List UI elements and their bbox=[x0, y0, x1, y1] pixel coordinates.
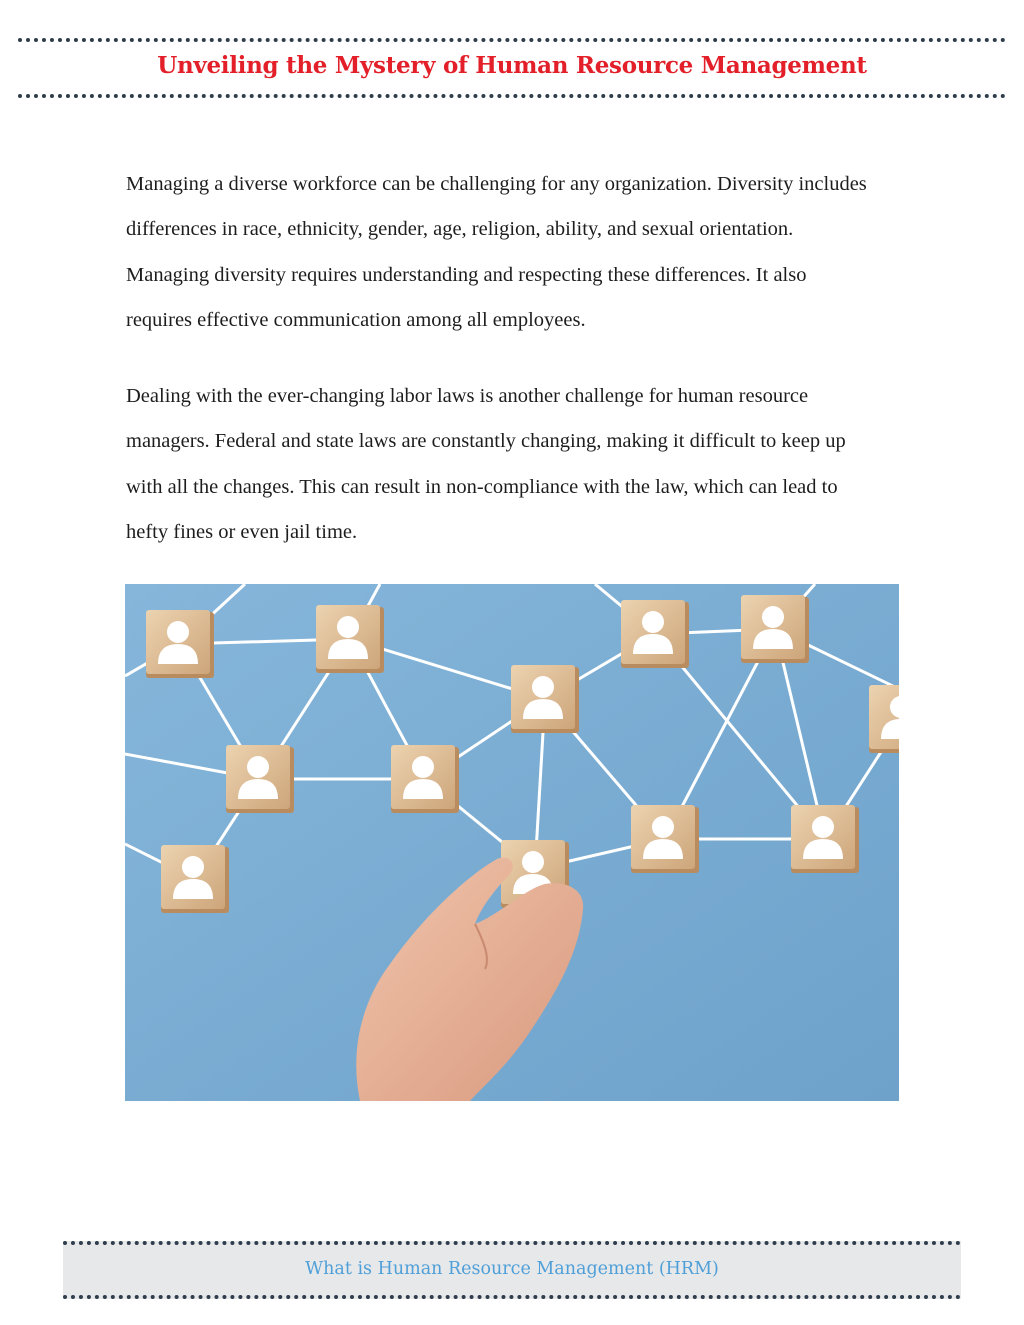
paragraph-line: requires effective communication among all employees. bbox=[126, 308, 586, 331]
paragraph-line: Managing a diverse workforce can be challenging for any organization. Diversity includes bbox=[126, 173, 867, 195]
paragraph-line: hefty fines or even jail time. bbox=[126, 520, 358, 543]
title-dotted-rule bbox=[18, 94, 1006, 98]
paragraph-line: with all the changes. This can result in non-compliance with the law, which can lead to bbox=[126, 475, 838, 498]
top-dotted-rule bbox=[18, 38, 1006, 42]
footer-link[interactable]: What is Human Resource Management (HRM) bbox=[305, 1259, 719, 1279]
paragraph-line: Managing diversity requires understanding and respecting these differences. It also bbox=[126, 263, 807, 286]
footer-dotted-rule-top bbox=[63, 1241, 961, 1245]
network-illustration bbox=[125, 584, 899, 1101]
footer-dotted-rule-bottom bbox=[63, 1295, 961, 1299]
footer-banner bbox=[63, 1241, 961, 1299]
paragraph-line: managers. Federal and state laws are constantly changing, making it difficult to keep up bbox=[126, 430, 846, 453]
paragraph-diversity bbox=[126, 162, 906, 343]
network-blocks-photo bbox=[125, 584, 899, 1101]
paragraph-labor-laws bbox=[126, 374, 906, 555]
paragraph-line: differences in race, ethnicity, gender, age, religion, ability, and sexual orientation. bbox=[126, 218, 794, 241]
page-title: Unveiling the Mystery of Human Resource Management bbox=[157, 52, 867, 79]
paragraph-line: Dealing with the ever-changing labor laws is another challenge for human resource bbox=[126, 385, 809, 407]
